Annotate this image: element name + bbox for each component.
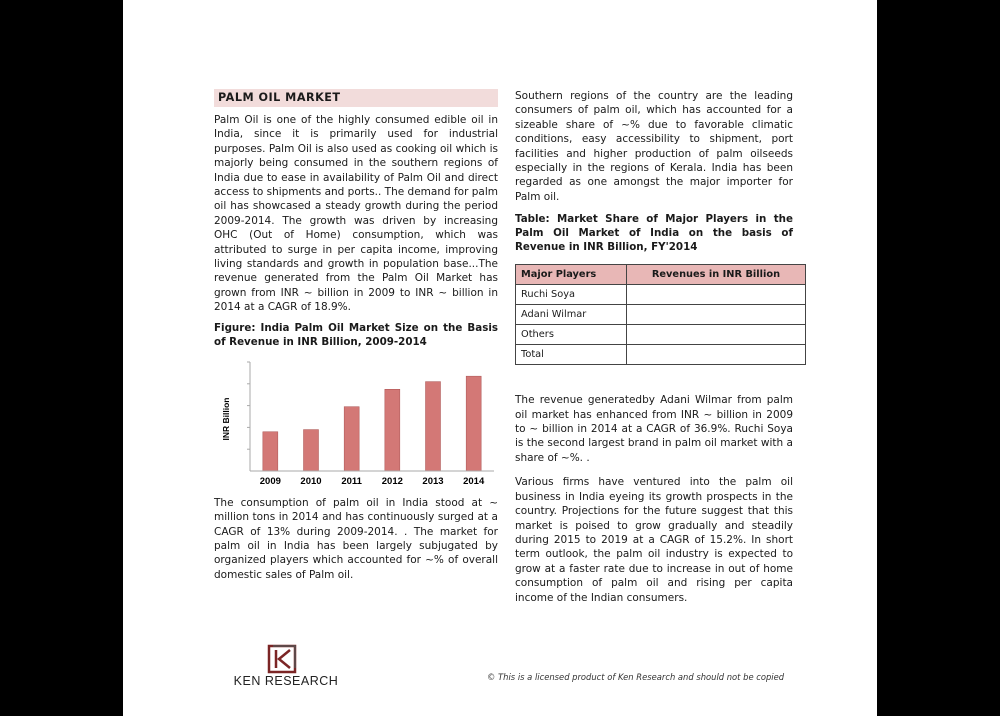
y-axis-label: INR Billion xyxy=(221,397,231,441)
revenue-bar-chart xyxy=(214,357,498,487)
logo-text: KEN RESEARCH xyxy=(233,674,339,688)
figure-caption: Figure: India Palm Oil Market Size on the Basis of Revenue in INR Billion, 2009-2014 xyxy=(214,321,498,348)
col-header-players: Major Players xyxy=(516,265,627,285)
right-column xyxy=(515,89,793,605)
cell-revenue xyxy=(626,285,805,305)
table-header-row xyxy=(516,265,806,285)
cell-revenue xyxy=(626,325,805,345)
chart-svg xyxy=(214,357,498,487)
footer-note: © This is a licensed product of Ken Research and should not be copied xyxy=(487,672,785,682)
x-tick-label: 2010 xyxy=(300,475,322,487)
adani-paragraph: The revenue generatedby Adani Wilmar from palm oil market has enhanced from INR ~ billion in 2009 to ~ billion in 2014 at a CAGR of 36.9%. Ruchi Soya is the second largest brand in palm oil market with a share of ~%. . xyxy=(515,394,793,464)
bar-2010 xyxy=(304,429,319,470)
cell-player: Ruchi Soya xyxy=(516,285,627,305)
document-page xyxy=(123,0,877,716)
bar-2011 xyxy=(344,406,359,470)
bar-2014 xyxy=(466,376,481,471)
bar-2012 xyxy=(385,389,400,471)
consumption-paragraph: The consumption of palm oil in India stood at ~ million tons in 2014 and has continuously surged at a CAGR of 13% during 2009-2014. . The market for palm oil in India has been largely subjugated by organized players which accounted for ~% of overall domestic sales of Palm oil. xyxy=(214,496,498,581)
x-tick-label: 2014 xyxy=(463,475,485,487)
table-row xyxy=(516,305,806,325)
table-row xyxy=(516,345,806,365)
cell-revenue xyxy=(626,305,805,325)
section-heading: PALM OIL MARKET xyxy=(214,89,498,107)
regions-paragraph: Southern regions of the country are the leading consumers of palm oil, which has accounted for a sizeable share of ~% due to favorable climatic conditions, easy accessibility to shipment, port facilities and higher production of palm oilseeds especially in the regions of Kerala. India has been regarded as one amongst the major importer for Palm oil. xyxy=(515,90,793,203)
table-row xyxy=(516,285,806,305)
bar-2013 xyxy=(426,381,441,470)
cell-player: Total xyxy=(516,345,627,365)
x-tick-label: 2013 xyxy=(422,475,444,487)
table-row xyxy=(516,325,806,345)
outlook-paragraph: Various firms have ventured into the palm oil business in India eyeing its growth prospects in the country. Projections for the future suggest that this market is poised to grow gradually and steadily during 2015 to 2019 at a CAGR of 15.2%. In short term outlook, the palm oil industry is expected to grow at a faster rate due to increase in out of home consumption of palm oil and rising per capita income of the Indian consumers. xyxy=(515,476,793,604)
x-tick-label: 2011 xyxy=(341,475,362,487)
ken-research-logo xyxy=(213,644,359,690)
bar-2009 xyxy=(263,431,278,470)
cell-revenue xyxy=(626,345,805,365)
cell-player: Others xyxy=(516,325,627,345)
market-share-table xyxy=(515,264,806,365)
table-caption: Table: Market Share of Major Players in the Palm Oil Market of India on the basis of Revenue in INR Billion, FY'2014 xyxy=(515,213,793,254)
intro-paragraph: Palm Oil is one of the highly consumed edible oil in India, since it is primarily used for industrial purposes. Palm Oil is also used as cooking oil which is majorly being consumed in the southern regions of India due to ease in availability of Palm Oil and direct access to shipments and ports.. The demand for palm oil has showcased a steady growth during the period 2009-2014. The growth was driven by increasing OHC (Out of Home) consumption, which was attributed to surge in per capita income, improving living standards and growth in population base...The revenue generated from the Palm Oil Market has grown from INR ~ billion in 2009 to INR ~ billion in 2014 at a CAGR of 18.9%. xyxy=(214,114,499,314)
left-column xyxy=(214,89,498,582)
x-tick-label: 2012 xyxy=(381,475,403,487)
cell-player: Adani Wilmar xyxy=(516,305,627,325)
col-header-revenue: Revenues in INR Billion xyxy=(626,265,805,285)
x-tick-label: 2009 xyxy=(259,475,281,487)
